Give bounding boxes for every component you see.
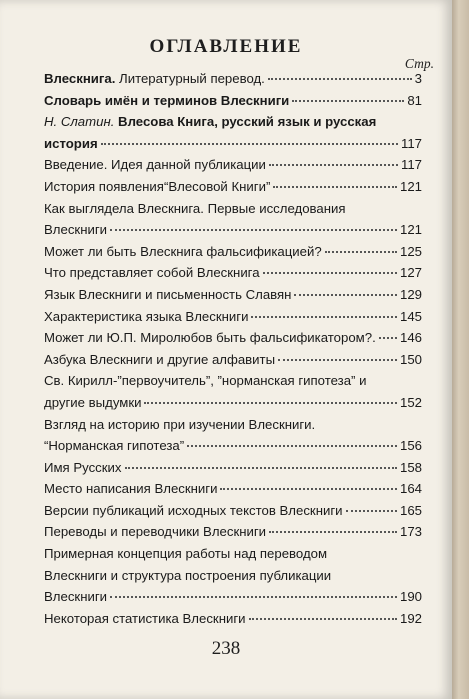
toc-entry-text: [44, 392, 141, 414]
toc-line: [44, 176, 422, 198]
toc-line: [44, 327, 422, 349]
toc-text-part: Может ли быть Влескнига фальсификацией?: [44, 243, 322, 259]
toc-page-number: 125: [399, 243, 422, 259]
toc-entry-text: [44, 586, 107, 608]
dot-leader: [292, 100, 404, 102]
dot-leader: [187, 445, 397, 447]
toc-line: [44, 349, 422, 371]
toc-entry-text: [44, 241, 322, 263]
toc-text-part: Что представляет собой Влескнига: [44, 265, 260, 281]
toc-page-number: 165: [399, 502, 422, 518]
toc-text-part: Св. Кирилл-”первоучитель”, ”норманская гипотеза” и: [44, 373, 367, 389]
toc-entry-text: [44, 414, 315, 436]
toc-page-number: 121: [399, 222, 422, 238]
dot-leader: [110, 229, 397, 231]
toc-entry-text: [44, 262, 260, 284]
toc-line: [44, 262, 422, 284]
toc-line: [44, 90, 422, 112]
toc-line: [44, 414, 422, 436]
toc-text-part: “Норманская гипотеза”: [44, 438, 185, 454]
toc-entry-text: [44, 219, 107, 241]
dot-leader: [294, 294, 397, 296]
dot-leader: [269, 164, 398, 166]
toc-text-part: Литературный перевод.: [115, 71, 265, 86]
toc-line: [44, 565, 422, 587]
dot-leader: [268, 78, 412, 80]
toc-text-part: Язык Влескниги и письменность Славян: [44, 286, 292, 302]
toc-text-part: Как выглядела Влескнига. Первые исследования: [44, 200, 346, 216]
toc-page-number: 156: [399, 438, 422, 454]
toc-page-number: 145: [399, 308, 422, 324]
toc-line: [44, 500, 422, 522]
toc-entry-text: [44, 608, 246, 630]
dot-leader: [325, 251, 397, 253]
toc-page-number: 192: [399, 610, 422, 626]
toc-entry-text: [44, 133, 98, 155]
toc-page-number: 152: [399, 394, 422, 410]
toc-text-part: Словарь имён и терминов Влескниги: [44, 92, 290, 108]
dot-leader: [263, 272, 397, 274]
toc-text-part: Влескниги: [44, 222, 108, 238]
toc-line: [44, 370, 422, 392]
toc-page-number: 173: [399, 524, 422, 540]
toc-entry-text: [44, 198, 346, 220]
toc-text-part: История появления“Влесовой Книги”: [44, 178, 271, 194]
toc-entry-text: [44, 327, 376, 349]
toc-line: [44, 68, 422, 90]
dot-leader: [249, 618, 397, 620]
toc-page-number: 81: [407, 92, 422, 108]
toc-entry-text: [44, 111, 376, 133]
toc-line: [44, 219, 422, 241]
toc-entry-text: [44, 349, 275, 371]
dot-leader: [251, 316, 397, 318]
toc-entry-text: [44, 521, 266, 543]
toc-line: [44, 241, 422, 263]
dot-leader: [110, 596, 397, 598]
toc-entry-text: [44, 435, 184, 457]
page-title: ОГЛАВЛЕНИЕ: [149, 36, 303, 57]
toc-entry-text: [44, 500, 343, 522]
toc-page-number: 121: [399, 178, 422, 194]
toc-text-part: Имя Русских: [44, 459, 122, 475]
toc-line: [44, 521, 422, 543]
dot-leader: [101, 143, 398, 145]
toc-line: [44, 198, 422, 220]
toc-text-part: Примерная концепция работы над переводом: [44, 546, 328, 562]
toc-page-number: 146: [399, 330, 422, 346]
dot-leader: [278, 359, 397, 361]
toc-text-part: Взгляд на историю при изучении Влескниги.: [44, 416, 316, 432]
toc-line: [44, 284, 422, 306]
toc-line: [44, 435, 422, 457]
toc-line: [44, 608, 422, 630]
toc-text-part: Влесова Книга, русский язык и русская: [114, 114, 377, 130]
page-column-label: Стр.: [404, 56, 434, 71]
toc-page-number: 127: [399, 265, 422, 281]
toc-entry-text: [44, 284, 291, 306]
toc-page-number: 164: [399, 481, 422, 497]
toc-line: [44, 306, 422, 328]
toc-text-part: Переводы и переводчики Влескниги: [44, 524, 267, 540]
toc-text-part: Некоторая статистика Влескниги: [44, 610, 246, 626]
table-of-contents: [44, 68, 422, 629]
toc-line: [44, 133, 422, 155]
dot-leader: [220, 488, 397, 490]
dot-leader: [273, 186, 397, 188]
toc-text-part: Введение. Идея данной публикации: [44, 157, 266, 173]
toc-text-part: Версии публикаций исходных текстов Влескниги: [44, 502, 343, 518]
toc-entry-text: [44, 68, 265, 90]
toc-page-number: 117: [400, 157, 422, 173]
toc-entry-text: [44, 154, 266, 176]
toc-page-number: 129: [399, 286, 422, 302]
toc-text-part: Может ли Ю.П. Миролюбов быть фальсификатором?.: [44, 330, 376, 346]
toc-line: [44, 392, 422, 414]
page-number: 238: [211, 638, 241, 659]
toc-line: [44, 154, 422, 176]
toc-line: [44, 478, 422, 500]
dot-leader: [379, 337, 397, 339]
dot-leader: [125, 467, 397, 469]
book-spine: [452, 0, 469, 699]
toc-page-number: 117: [400, 135, 422, 151]
toc-entry-text: [44, 176, 270, 198]
toc-text-part: Влескнига.: [44, 71, 116, 86]
dot-leader: [144, 402, 397, 404]
toc-text-part: Н. Слатин.: [44, 114, 115, 130]
dot-leader: [346, 510, 397, 512]
toc-line: [44, 111, 422, 133]
toc-text-part: Место написания Влескниги: [44, 481, 218, 497]
toc-page-number: 3: [414, 71, 422, 86]
toc-entry-text: [44, 90, 289, 112]
toc-text-part: Характеристика языка Влескниги: [44, 308, 249, 324]
toc-entry-text: [44, 565, 331, 587]
toc-line: [44, 457, 422, 479]
toc-page-number: 190: [399, 589, 422, 605]
dot-leader: [269, 531, 397, 533]
toc-text-part: Азбука Влескниги и другие алфавиты: [44, 351, 276, 367]
toc-text-part: другие выдумки: [44, 394, 142, 410]
toc-entry-text: [44, 457, 122, 479]
toc-text-part: Влескниги: [44, 589, 108, 605]
toc-line: [44, 543, 422, 565]
toc-entry-text: [44, 543, 327, 565]
toc-entry-text: [44, 370, 366, 392]
toc-line: [44, 586, 422, 608]
toc-text-part: история: [44, 135, 98, 151]
toc-page-number: 150: [399, 351, 422, 367]
toc-entry-text: [44, 306, 248, 328]
toc-entry-text: [44, 478, 217, 500]
toc-text-part: Влескниги и структура построения публикации: [44, 567, 332, 583]
toc-page-number: 158: [399, 459, 422, 475]
